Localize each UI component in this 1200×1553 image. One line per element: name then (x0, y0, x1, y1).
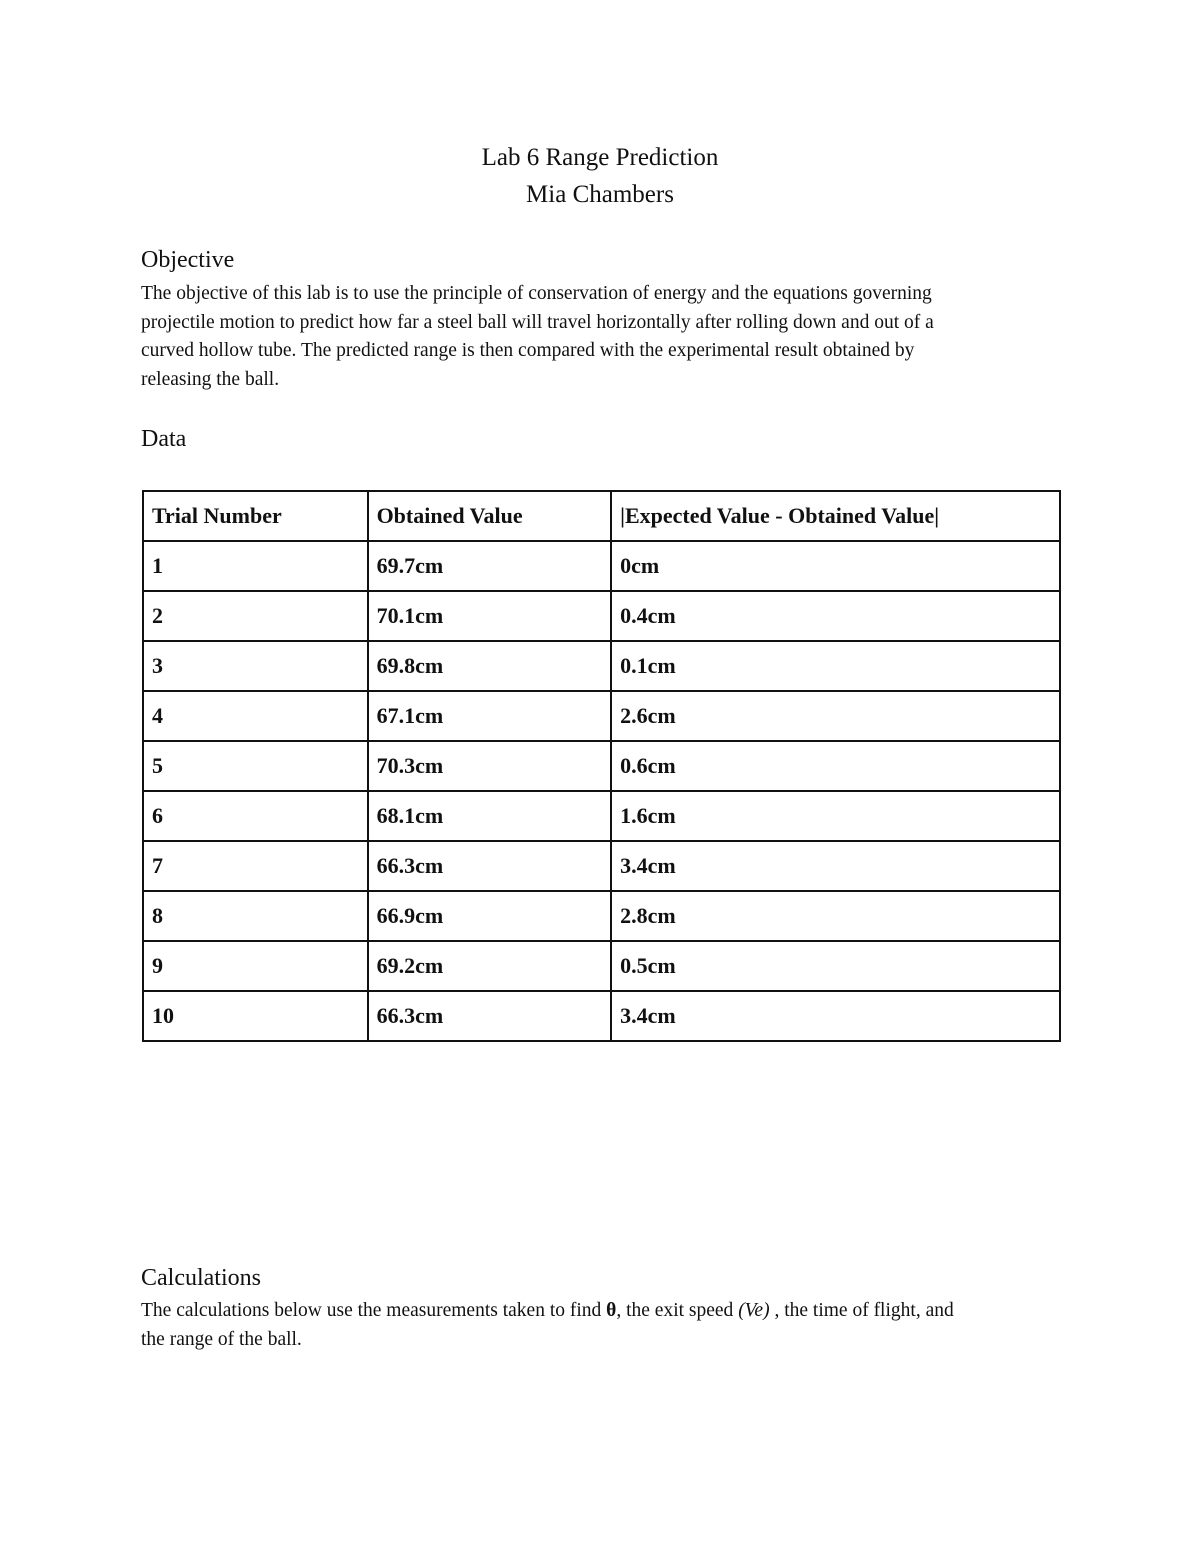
table-row (143, 941, 1060, 991)
calc-text-part: , the exit speed (616, 1300, 739, 1321)
exit-speed-symbol: (Ve) (738, 1300, 770, 1321)
table-row (143, 891, 1060, 941)
table-row (143, 691, 1060, 741)
trial-number-cell: 7 (143, 841, 368, 891)
difference-cell: 1.6cm (611, 791, 1060, 841)
difference-cell: 2.8cm (611, 891, 1060, 941)
difference-cell: 0.5cm (611, 941, 1060, 991)
column-header-obtained-value: Obtained Value (368, 491, 612, 541)
calc-text-part: , the time of flight, and (769, 1300, 954, 1321)
difference-cell: 2.6cm (611, 691, 1060, 741)
table-row (143, 541, 1060, 591)
table-row (143, 741, 1060, 791)
results-table (142, 490, 1061, 1042)
difference-cell: 0.1cm (611, 641, 1060, 691)
trial-number-cell: 1 (143, 541, 368, 591)
table-header-row (143, 491, 1060, 541)
trial-number-cell: 6 (143, 791, 368, 841)
trial-number-cell: 10 (143, 991, 368, 1041)
obtained-value-cell: 69.2cm (368, 941, 612, 991)
obtained-value-cell: 67.1cm (368, 691, 612, 741)
data-heading: Data (141, 426, 187, 452)
obtained-value-cell: 68.1cm (368, 791, 612, 841)
trial-number-cell: 4 (143, 691, 368, 741)
difference-cell: 3.4cm (611, 841, 1060, 891)
column-header-difference: |Expected Value - Obtained Value| (611, 491, 1060, 541)
obtained-value-cell: 70.1cm (368, 591, 612, 641)
document-title: Lab 6 Range Prediction (481, 144, 719, 171)
table-row (143, 641, 1060, 691)
obtained-value-cell: 69.7cm (368, 541, 612, 591)
obtained-value-cell: 66.3cm (368, 841, 612, 891)
calculations-heading: Calculations (141, 1265, 261, 1291)
table-row (143, 841, 1060, 891)
obtained-value-cell: 66.3cm (368, 991, 612, 1041)
document-author: Mia Chambers (526, 181, 674, 208)
objective-line: releasing the ball. (141, 368, 280, 390)
trial-number-cell: 2 (143, 591, 368, 641)
trial-number-cell: 5 (143, 741, 368, 791)
table-body (143, 541, 1060, 1041)
calc-text-part: The calculations below use the measurements taken to find (141, 1300, 607, 1321)
column-header-trial-number: Trial Number (143, 491, 368, 541)
difference-cell: 0cm (611, 541, 1060, 591)
trial-number-cell: 9 (143, 941, 368, 991)
difference-cell: 0.6cm (611, 741, 1060, 791)
obtained-value-cell: 66.9cm (368, 891, 612, 941)
trial-number-cell: 8 (143, 891, 368, 941)
obtained-value-cell: 70.3cm (368, 741, 612, 791)
trial-number-cell: 3 (143, 641, 368, 691)
objective-heading: Objective (141, 247, 235, 273)
obtained-value-cell: 69.8cm (368, 641, 612, 691)
theta-symbol: θ (606, 1300, 617, 1321)
objective-paragraph (141, 280, 1061, 394)
calculations-line (141, 1297, 1061, 1326)
objective-line: The objective of this lab is to use the principle of conservation of energy and the equations governing (141, 283, 932, 304)
difference-cell: 0.4cm (611, 591, 1060, 641)
table-row (143, 991, 1060, 1041)
table-row (143, 591, 1060, 641)
difference-cell: 3.4cm (611, 991, 1060, 1041)
calculations-paragraph (141, 1297, 1061, 1354)
calculations-line: the range of the ball. (141, 1328, 302, 1350)
table-row (143, 791, 1060, 841)
objective-line: projectile motion to predict how far a steel ball will travel horizontally after rolling down and out of a (141, 311, 934, 333)
objective-line: curved hollow tube. The predicted range is then compared with the experimental result obtained by (141, 340, 915, 361)
